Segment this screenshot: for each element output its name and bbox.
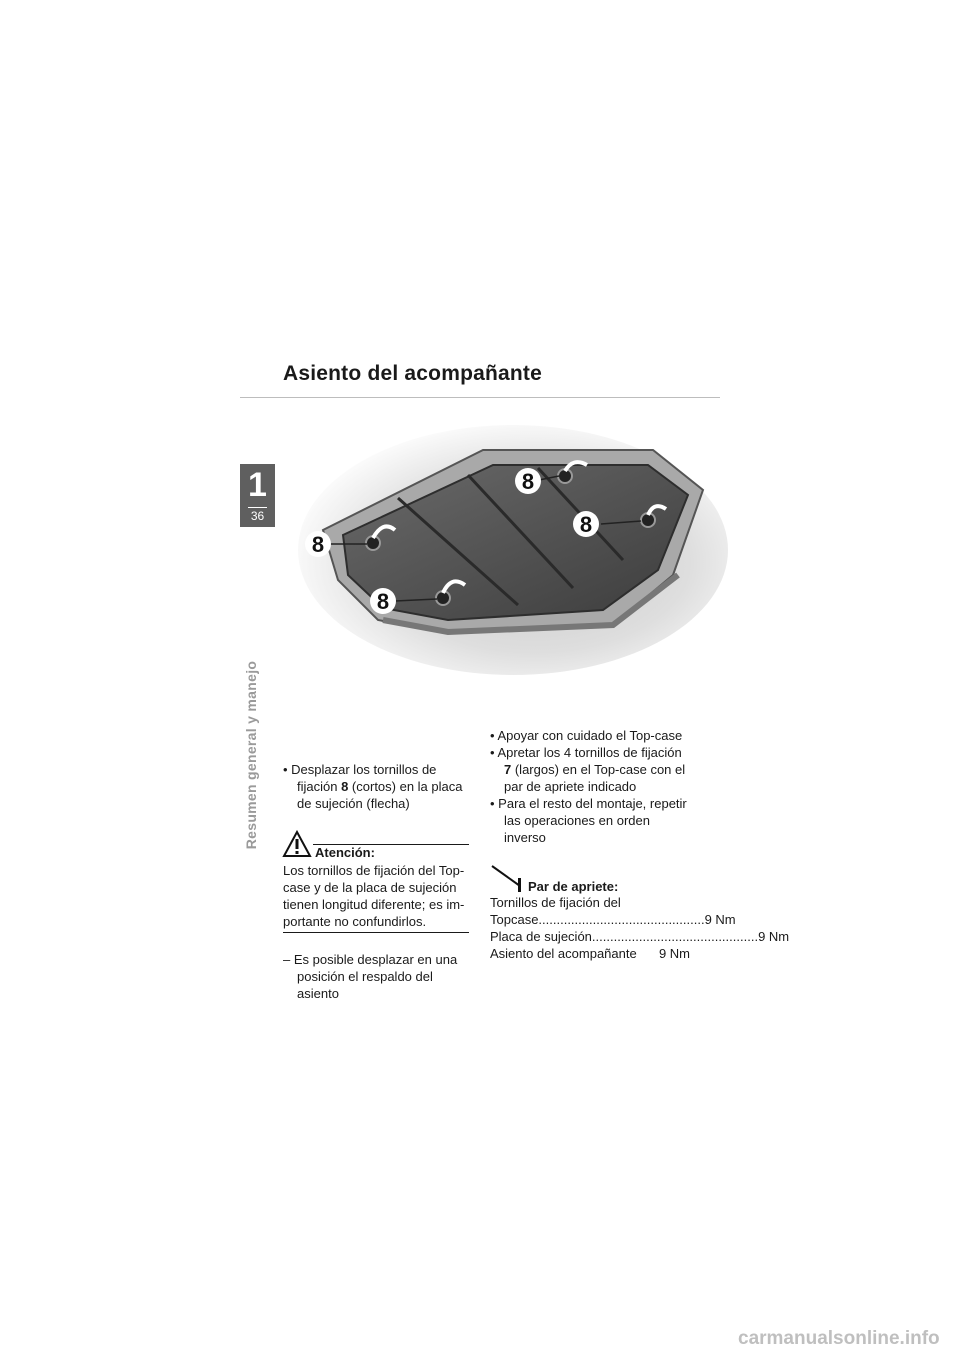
chapter-number: 1 <box>248 466 267 504</box>
instruction-bullet: • Apretar los 4 tornillos de fijación 7 (largos) en el Top-case con el par de apriete indicado <box>490 745 686 794</box>
torque-label: Par de apriete: <box>528 879 619 894</box>
page-title: Asiento del acompañante <box>283 362 542 385</box>
right-column <box>490 727 790 962</box>
torque-row: Asiento del acompañante 9 Nm <box>490 946 690 961</box>
torque-row: Placa de sujeción .............................................. 9 Nm <box>490 929 790 944</box>
title-rule <box>240 397 720 398</box>
warning-label: Atención: <box>315 845 375 860</box>
svg-text:8: 8 <box>376 589 390 614</box>
warning-box <box>283 830 469 933</box>
svg-text:8: 8 <box>579 512 593 537</box>
torque-row: Topcase .............................................. 9 Nm <box>490 912 736 927</box>
torque-header <box>490 864 690 894</box>
torque-wrench-icon <box>490 864 526 894</box>
callout-8-right <box>573 511 599 537</box>
chapter-tab <box>240 464 275 527</box>
torque-line: Tornillos de fijación del <box>490 895 621 910</box>
callout-8-left <box>305 531 331 557</box>
instruction-bullet: • Para el resto del montaje, repetir las operaciones en orden inverso <box>490 796 687 845</box>
dash-item: – Es posible desplazar en una posición el respaldo del asiento <box>283 952 458 1001</box>
seat-plate-illustration <box>283 410 720 676</box>
callout-8-bottom <box>370 588 396 614</box>
svg-text:8: 8 <box>521 469 535 494</box>
instruction-bullet: • Desplazar los tornillos de fijación 8 (cortos) en la placa de sujeción (flecha) <box>283 762 463 811</box>
left-column <box>283 761 469 1002</box>
callout-8-top <box>515 468 541 494</box>
warning-text: Los tornillos de fijación del Top-case y de la placa de sujeción tienen longitud diferente; es im-portante no confundirlos. <box>283 862 469 933</box>
instruction-bullet: • Apoyar con cuidado el Top-case <box>490 728 683 743</box>
warning-icon <box>283 830 311 858</box>
chapter-divider <box>248 507 267 508</box>
page-number: 36 <box>250 509 265 523</box>
watermark: carmanualsonline.info <box>738 1328 940 1349</box>
svg-text:8: 8 <box>311 532 325 557</box>
side-chapter-label: Resumen general y manejo <box>243 660 259 850</box>
